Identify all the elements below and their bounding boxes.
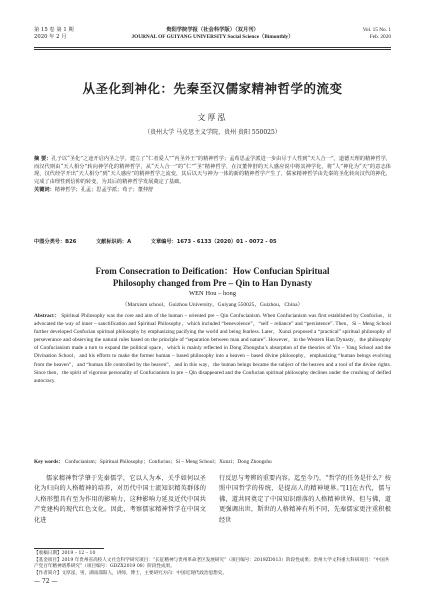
- abstract-cn: [34, 156, 391, 195]
- english-affiliation: （Marxism school，Guizhou University，Guiyang 550025，Guizhou，China）: [121, 302, 304, 308]
- author-name: 文厚泓: [197, 113, 228, 122]
- header-rule: [34, 47, 391, 48]
- footnote-fund: 【基金项目】2019 年贵州省高校人文社会科学研究项目：“长征精神与贵州革命老区发展研究”（项目编号：2019ZD013）阶段性成果；贵州大学文科重大科研项目：“中国共产党百年精神谱系研究”（项目编号：GDZX2019 08）阶段性成果。: [34, 557, 390, 570]
- running-header: [34, 27, 391, 47]
- article-number: 文章编号：1673 - 6133（2020）01 - 0072 - 05: [150, 239, 277, 245]
- footnotes: [34, 551, 391, 577]
- keywords-label: 关键词：: [34, 186, 55, 193]
- abstract-text: 孔子以“圣化”之途开启内圣之学，建立了“仁者爱人”“内圣外王”的精神哲学；孟荀思孟学派进一步由尽于人性到“天人合一”，道德天理的精神哲学，而汉代则由“天人相分”转向神学化的精神哲学，从“天人合一”的“仁”“圣”精神哲学，在汉董仲舒的天人感应说中将其神学化，将“人”神化为“天”的意志体现，汉代经学开出“天人相分”到“天人感应”的精神哲学之流变，其后以天与神为一体的新的精神哲学产生了，儒家精神哲学由先秦的圣化转向汉代的神化，完成了由理性到信仰的转变，为其后的精神哲学发展奠定了基础。: [34, 156, 391, 186]
- header-journal: [94, 27, 331, 41]
- author-affiliation: （贵州大学 马克思主义学院，贵州 贵阳 550025）: [144, 129, 281, 136]
- footnote-received: 【收稿日期】2019 – 12 – 10: [34, 551, 96, 556]
- header-vol-en: [363, 27, 391, 41]
- footnote-author-bio: 【作者简介】文厚泓，男，湖南邵阳人，讲师，博士，主要研究方向：中国近现代政治思想史。: [34, 570, 227, 576]
- page-number: — 72 —: [34, 578, 58, 585]
- body-column-right: 行反思与考辨的重要内容。迄至今乃，“哲学的任务是什么？按照中国哲学的传统，是提高人的精神境界。”[1]在古代，儒与佛，道共同奠定了中国知识群落的人格精神世界，但与佛，道更强调出世，斯世的人格精神有所不同，先秦儒家更注重积极经世: [219, 475, 391, 524]
- abstract-en-label: Abstract：: [34, 313, 60, 319]
- english-author: WEN Hou – hong: [188, 290, 237, 297]
- header-date-en: Feb. 2020: [369, 34, 391, 40]
- header-volume: [34, 27, 74, 41]
- keywords-text: 精神哲学；孔孟；思孟学派；荀子；董仲舒: [54, 186, 154, 193]
- keywords-en: [34, 459, 391, 466]
- header-journal-en: JOURNAL OF GUIYANG UNIVERSITY Social Science（Bimonthly）: [131, 34, 294, 40]
- header-vol-no: Vol. 15 No. 1: [362, 27, 391, 33]
- abstract-en-text: Spiritual Philosophy was the core and aim of the human – oriented pre – Qin Confucianism. When Confucianism was first established by Confucius，it advocated the way of inner – sanctification and Spiritual Philosophy，which included “benevolence”，“self – reliance” and “persistence”. Then，Si – Meng School further developed Confucian spiritual philosophy by emphasizing pacifying the world and being fearless. Later，Xunzi proposed a “practical” spiritual philosophy of perseverance and observing the natural rules based on the principle of “separation between man and nature”. However，in the Western Han Dynasty，the philosophy of Confucianism made a turn to expand the political space，which is mainly reflected in Dong Zhongshu’s absorption of the theories of Yin – Yang School and the Divination School，and his efforts to make the former human – based philosophy into a heaven – based divine philosophy，emphasizing “human beings evolving from the heaven”，and “human life controlled by the heaven”，and in this way，the human beings became the subject of the heaven and a tool of the divine rights. Since then，the spirit of vigorous personality of Confucianism in pre – Qin disappeared and the Confucian spiritual philosophy declines under the crushing of deified autocracy.: [34, 313, 391, 384]
- keywords-en-label: Key words：: [34, 459, 64, 465]
- clc-number: 中图分类号：B26: [34, 239, 77, 245]
- body-column-left: 儒家精神哲学肇于先秦儒学，它以人为本，关乎如何以圣化为归向的人格精神的培养，对历代中国士流知识精英群体的人格形塑具有至为作用的影响力，这种影响力延及近代中国共产党建构的现代红色文化。因此，考察儒家精神哲学在中国文化进: [34, 475, 206, 524]
- abstract-label: 摘 要：: [34, 156, 52, 162]
- document-code: 文献标识码：A: [95, 239, 132, 245]
- abstract-en: [34, 312, 391, 385]
- english-title-line2: Philosophy changed from Pre – Qin to Han Dynasty: [112, 278, 313, 288]
- header-journal-cn: 贵阳学院学报（社会科学版）（双月刊）: [166, 27, 259, 33]
- header-date-cn: 2020 年 2 月: [34, 34, 67, 40]
- english-title: [34, 265, 391, 289]
- footnote-rule: [34, 548, 104, 549]
- classification-meta: [34, 239, 391, 246]
- english-title-line1: From Consecration to Deification：How Confucian Spiritual: [95, 266, 330, 276]
- header-volume-issue: 第 15 卷 第 1 期: [34, 27, 74, 33]
- keywords-en-text: Confucianism；Spiritual Philosophy；Confucius；Si – Meng School；Xunzi；Dong Zhongshu: [64, 459, 272, 465]
- header-rule-thin: [34, 49, 391, 50]
- article-title: 从圣化到神化：先秦至汉儒家精神哲学的流变: [82, 81, 343, 96]
- keywords-cn: [34, 187, 391, 195]
